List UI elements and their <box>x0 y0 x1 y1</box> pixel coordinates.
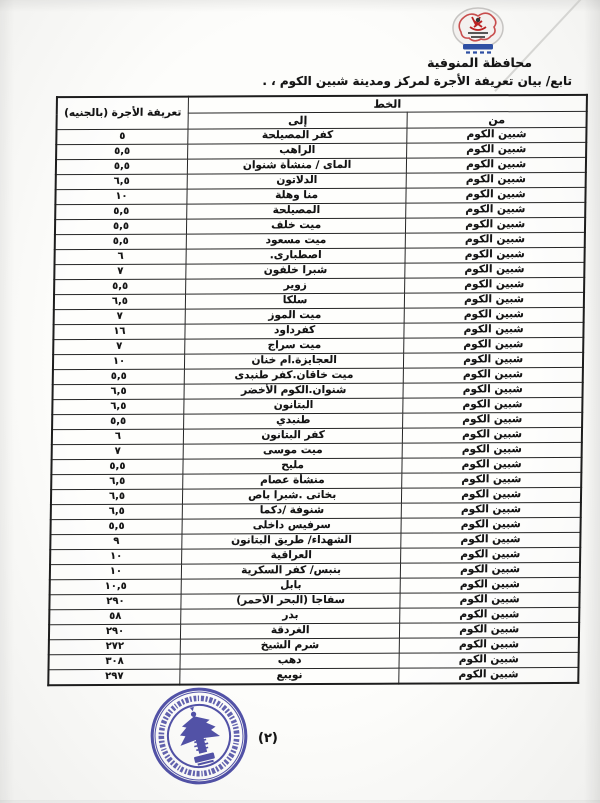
column-header-fare: تعريفة الأجرة (بالجنيه) <box>57 97 189 130</box>
cell-from: شبين الكوم <box>400 577 579 593</box>
cell-fare: ٢٧٢ <box>49 639 181 655</box>
cell-to: ميت سراج <box>185 338 405 354</box>
cell-to: طنبدي <box>184 413 404 429</box>
cell-from: شبين الكوم <box>407 127 586 143</box>
cell-from: شبين الكوم <box>399 652 578 668</box>
document-subtitle: تابع/ بيان تعريفة الأجرة لمركز ومدينة شبين الكوم ، . <box>262 74 572 88</box>
cell-fare: ٢٩٠ <box>49 594 181 610</box>
cell-fare: ١٠ <box>53 354 185 370</box>
cell-fare: ٣٠٨ <box>48 654 180 670</box>
cell-fare: ٦,٥ <box>56 174 188 190</box>
cell-to: منشأة عصام <box>183 473 403 489</box>
cell-to: سفاجا (البحر الأحمر) <box>181 593 401 609</box>
cell-fare: ٥,٥ <box>50 519 182 535</box>
cell-from: شبين الكوم <box>405 277 584 293</box>
cell-from: شبين الكوم <box>406 232 585 248</box>
cell-from: شبين الكوم <box>402 472 581 488</box>
cell-to: شبرا خلفون <box>186 263 406 279</box>
cell-to: ميت موسى <box>183 443 403 459</box>
cell-from: شبين الكوم <box>402 502 581 518</box>
cell-fare: ١٦ <box>53 324 185 340</box>
official-round-stamp-icon <box>136 669 262 802</box>
cell-from: شبين الكوم <box>405 292 584 308</box>
monufia-governorate-emblem-icon <box>448 7 508 57</box>
cell-fare: ١٠ <box>50 564 182 580</box>
fare-table-wrap <box>47 94 588 686</box>
cell-to: بخاتى .شبرا باص <box>182 488 402 504</box>
cell-from: شبين الكوم <box>401 517 580 533</box>
cell-fare: ٦ <box>52 429 184 445</box>
cell-to: اصطبارى. <box>186 248 406 264</box>
cell-fare: ٥,٥ <box>55 204 187 220</box>
cell-fare: ٦,٥ <box>52 399 184 415</box>
cell-fare: ٥,٥ <box>54 279 186 295</box>
cell-from: شبين الكوم <box>401 562 580 578</box>
cell-fare: ٢٩٧ <box>48 669 180 685</box>
cell-fare: ٦,٥ <box>51 504 183 520</box>
page-number: (٢) <box>258 731 278 746</box>
governorate-title: محافظة المنوفية <box>427 55 532 70</box>
cell-to: العجايزة.ام خنان <box>184 353 404 369</box>
cell-to: المصيلحة <box>187 203 407 219</box>
cell-fare: ٥,٥ <box>55 234 187 250</box>
cell-from: شبين الكوم <box>402 442 581 458</box>
cell-from: شبين الكوم <box>400 622 579 638</box>
cell-to: كفر البتانون <box>183 428 403 444</box>
cell-to: دهب <box>180 653 400 669</box>
cell-from: شبين الكوم <box>401 532 580 548</box>
cell-fare: ٩ <box>50 534 182 550</box>
cell-from: شبين الكوم <box>406 202 585 218</box>
cell-to: زوير <box>186 278 406 294</box>
cell-fare: ٦,٥ <box>51 489 183 505</box>
cell-fare: ١٠,٥ <box>50 579 182 595</box>
cell-to: كفر المصيلحة <box>188 128 408 144</box>
cell-fare: ٥,٥ <box>56 144 188 160</box>
cell-to: مليح <box>183 458 403 474</box>
cell-from: شبين الكوم <box>401 547 580 563</box>
cell-from: شبين الكوم <box>404 322 583 338</box>
fare-table <box>47 94 588 686</box>
cell-to: الشهداء/ طريق البتانون <box>182 533 402 549</box>
cell-from: شبين الكوم <box>405 262 584 278</box>
cell-fare: ٦ <box>55 249 187 265</box>
cell-to: سرفيس داخلى <box>182 518 402 534</box>
cell-fare: ١٠ <box>55 189 187 205</box>
cell-from: شبين الكوم <box>399 667 578 683</box>
cell-to: البتانون <box>184 398 404 414</box>
cell-fare: ٦,٥ <box>54 294 186 310</box>
cell-to: ميت الموز <box>185 308 405 324</box>
cell-from: شبين الكوم <box>400 592 579 608</box>
cell-to: ميت خلف <box>186 218 406 234</box>
cell-from: شبين الكوم <box>406 187 585 203</box>
cell-fare: ٧ <box>53 339 185 355</box>
cell-to: بابل <box>181 578 401 594</box>
cell-from: شبين الكوم <box>403 397 582 413</box>
cell-to: الغردقة <box>180 623 400 639</box>
column-header-to: إلى <box>188 112 408 129</box>
cell-to: سلكا <box>185 293 405 309</box>
cell-to: الماى / منشأة شنوان <box>187 158 407 174</box>
cell-to: ميت خاقان.كفر طنبدى <box>184 368 404 384</box>
cell-from: شبين الكوم <box>404 337 583 353</box>
cell-to: منا وهلة <box>187 188 407 204</box>
table-row <box>48 667 578 685</box>
cell-from: شبين الكوم <box>407 157 586 173</box>
cell-from: شبين الكوم <box>400 607 579 623</box>
cell-fare: ٥,٥ <box>56 159 188 175</box>
cell-from: شبين الكوم <box>404 307 583 323</box>
cell-from: شبين الكوم <box>405 247 584 263</box>
cell-fare: ٦,٥ <box>51 474 183 490</box>
cell-from: شبين الكوم <box>403 427 582 443</box>
cell-fare: ٧ <box>54 264 186 280</box>
cell-from: شبين الكوم <box>402 487 581 503</box>
cell-to: شرم الشيخ <box>180 638 400 654</box>
cell-fare: ٥,٥ <box>55 219 187 235</box>
cell-fare: ٧ <box>54 309 186 325</box>
cell-fare: ٢٩٠ <box>49 624 181 640</box>
cell-from: شبين الكوم <box>402 457 581 473</box>
cell-to: كفرداود <box>185 323 405 339</box>
cell-to: بنبس/ كفر السكرية <box>181 563 401 579</box>
column-header-line: الخط <box>188 95 587 113</box>
cell-from: شبين الكوم <box>406 217 585 233</box>
cell-from: شبين الكوم <box>407 142 586 158</box>
cell-fare: ٥,٥ <box>53 369 185 385</box>
column-header-from: من <box>407 111 586 128</box>
cell-to: العراقية <box>182 548 402 564</box>
cell-fare: ٥,٥ <box>51 459 183 475</box>
cell-fare: ١٠ <box>50 549 182 565</box>
cell-to: الراهب <box>188 143 408 159</box>
cell-from: شبين الكوم <box>400 637 579 653</box>
cell-to: شنوفة /دكما <box>182 503 402 519</box>
cell-from: شبين الكوم <box>404 352 583 368</box>
cell-from: شبين الكوم <box>406 172 585 188</box>
cell-from: شبين الكوم <box>403 412 582 428</box>
cell-fare: ٦,٥ <box>52 384 184 400</box>
fare-table-body <box>48 127 586 685</box>
cell-fare: ٧ <box>52 444 184 460</box>
cell-from: شبين الكوم <box>404 367 583 383</box>
cell-to: الدلاتون <box>187 173 407 189</box>
cell-fare: ٥٨ <box>49 609 181 625</box>
cell-to: شنوان.الكوم الأخضر <box>184 383 404 399</box>
cell-fare: ٥ <box>56 129 188 145</box>
cell-from: شبين الكوم <box>403 382 582 398</box>
cell-to: نويبع <box>180 668 400 684</box>
cell-to: بدر <box>181 608 401 624</box>
cell-to: ميت مسعود <box>186 233 406 249</box>
cell-fare: ٥,٥ <box>52 414 184 430</box>
